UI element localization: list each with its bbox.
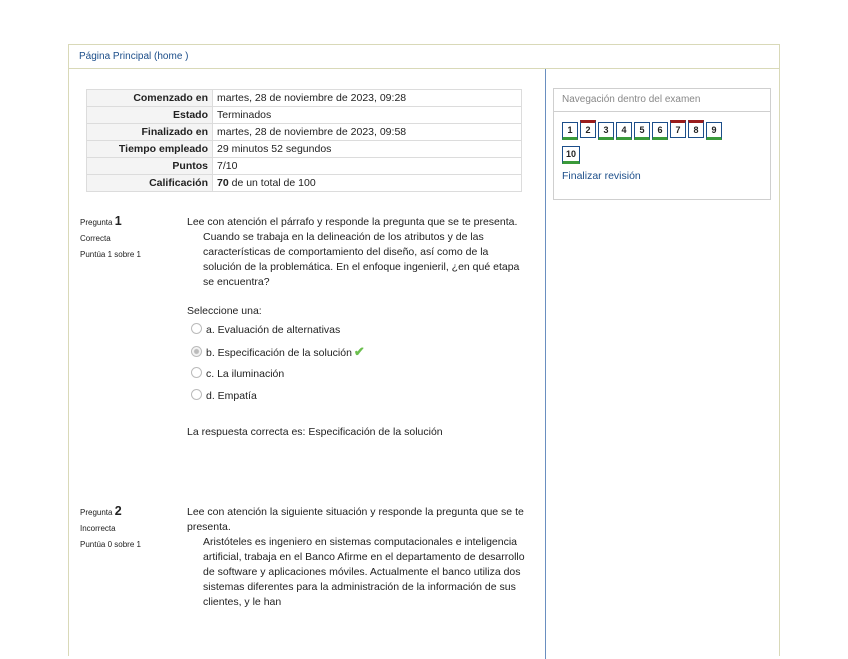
- question-nav-button[interactable]: 10: [562, 146, 580, 164]
- summary-value: martes, 28 de noviembre de 2023, 09:58: [213, 124, 522, 141]
- question-nav-button[interactable]: 2: [580, 120, 596, 138]
- quiz-navigation-block: [553, 88, 771, 200]
- question-intro: Lee con atención el párrafo y responde la pregunta que se te presenta.: [187, 216, 518, 228]
- radio-button[interactable]: [191, 389, 202, 400]
- summary-value: [213, 175, 522, 192]
- option-label: b. Especificación de la solución: [206, 347, 352, 359]
- checkmark-icon: ✔: [353, 344, 365, 359]
- summary-value: 7/10: [213, 158, 522, 175]
- summary-label: Tiempo empleado: [87, 141, 213, 158]
- table-row: [87, 141, 522, 158]
- table-row: [87, 124, 522, 141]
- radio-button[interactable]: [191, 323, 202, 334]
- table-row: [87, 90, 522, 107]
- answer-option[interactable]: [191, 385, 527, 407]
- summary-value: 29 minutos 52 segundos: [213, 141, 522, 158]
- table-row: [87, 158, 522, 175]
- summary-label: Estado: [87, 107, 213, 124]
- question-nav-button[interactable]: 6: [652, 122, 668, 140]
- question-nav-button[interactable]: 8: [688, 120, 704, 138]
- question-number-value: 1: [114, 214, 122, 228]
- table-row: [87, 107, 522, 124]
- summary-label: Comenzado en: [87, 90, 213, 107]
- question-feedback: La respuesta correcta es: Especificación de la solución: [187, 426, 443, 438]
- answer-option[interactable]: [191, 341, 527, 363]
- summary-label: Puntos: [87, 158, 213, 175]
- question-info: [80, 213, 170, 263]
- quiz-navigation-buttons: [554, 112, 770, 168]
- option-label: d. Empatía: [206, 390, 257, 402]
- question-nav-button[interactable]: 7: [670, 120, 686, 138]
- question-nav-button[interactable]: 5: [634, 122, 650, 140]
- select-label: Seleccione una:: [187, 305, 262, 317]
- question-nav-button[interactable]: 9: [706, 122, 722, 140]
- breadcrumb: [69, 45, 779, 69]
- question-info: [80, 503, 170, 553]
- question-body: [187, 215, 527, 440]
- summary-label: Calificación: [87, 175, 213, 192]
- question-prefix: Pregunta: [80, 218, 113, 227]
- question-body: [187, 505, 527, 610]
- option-label: c. La iluminación: [206, 368, 285, 380]
- question-nav-button[interactable]: 3: [598, 122, 614, 140]
- question-intro: Lee con atención la siguiente situación y responde la pregunta que se te presenta.: [187, 506, 524, 533]
- radio-button[interactable]: [191, 367, 202, 378]
- option-label: a. Evaluación de alternativas: [206, 324, 341, 336]
- breadcrumb-home-link[interactable]: Página Principal (home ): [79, 51, 189, 62]
- grade-value: 70: [217, 177, 229, 189]
- radio-button-selected[interactable]: [191, 346, 202, 357]
- answer-option[interactable]: [191, 363, 527, 385]
- finish-review-link[interactable]: Finalizar revisión: [562, 170, 641, 182]
- question-status: Correcta: [80, 234, 111, 243]
- question-number-value: 2: [114, 504, 122, 518]
- question-text: Cuando se trabaja en la delineación de los atributos y de las características de comportamiento del diseño, así como de la solución de la problemática. En el enfoque ingenieril, ¿en qué etapa se encuentra?: [203, 231, 520, 288]
- question-number: [80, 503, 170, 521]
- summary-value: martes, 28 de noviembre de 2023, 09:28: [213, 90, 522, 107]
- question-prefix: Pregunta: [80, 508, 113, 517]
- attempt-summary-table: [86, 89, 522, 192]
- column-divider: [545, 69, 546, 659]
- summary-value: Terminados: [213, 107, 522, 124]
- table-row: [87, 175, 522, 192]
- question-nav-button[interactable]: 1: [562, 122, 578, 140]
- question-number: [80, 213, 170, 231]
- quiz-navigation-title: Navegación dentro del examen: [554, 89, 770, 112]
- grade-total: de un total de 100: [228, 177, 316, 189]
- question-status: Incorrecta: [80, 524, 116, 533]
- answer-option[interactable]: [191, 319, 527, 341]
- question-nav-button[interactable]: 4: [616, 122, 632, 140]
- page-frame: [68, 44, 780, 656]
- summary-label: Finalizado en: [87, 124, 213, 141]
- question-score: Puntúa 1 sobre 1: [80, 250, 141, 259]
- answer-options: [187, 319, 527, 407]
- question-score: Puntúa 0 sobre 1: [80, 540, 141, 549]
- question-text: Aristóteles es ingeniero en sistemas computacionales e inteligencia artificial, trabaja en el Banco Afirme en el departamento de desarrollo de software y aplicaciones móviles. Actualmente el banco utiliza dos sistemas diferentes para la administración de la información de sus clientes, y le han: [203, 536, 525, 608]
